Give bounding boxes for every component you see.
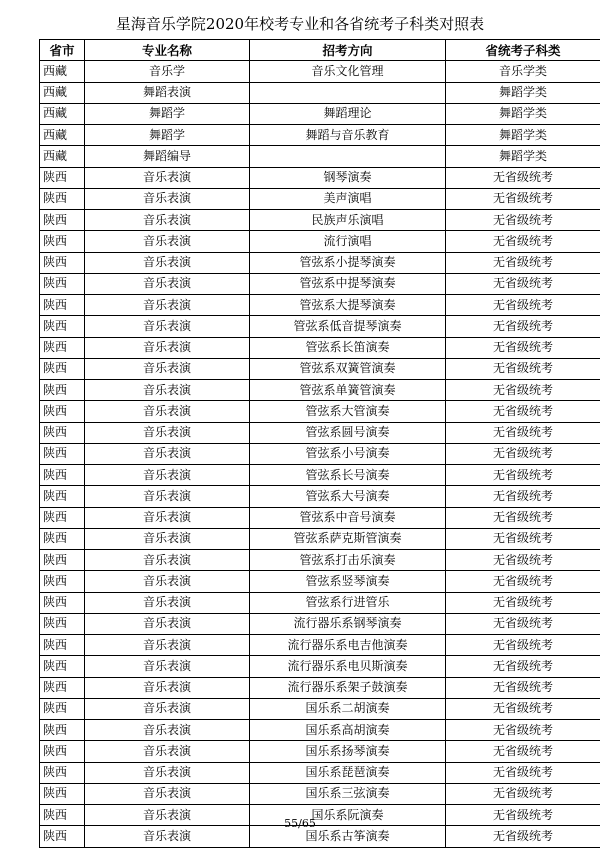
table-row bbox=[40, 316, 600, 337]
page-title: 星海音乐学院2020年校考专业和各省统考子科类对照表 bbox=[0, 14, 600, 34]
table-row bbox=[40, 231, 600, 252]
table-row bbox=[40, 422, 600, 443]
cell-direction: 管弦系中音号演奏 bbox=[250, 507, 446, 528]
cell-subcategory: 无省级统考 bbox=[446, 316, 600, 337]
cell-direction bbox=[250, 82, 446, 103]
cell-direction: 管弦系圆号演奏 bbox=[250, 422, 446, 443]
cell-province: 陕西 bbox=[40, 677, 85, 698]
cell-subcategory: 舞蹈学类 bbox=[446, 82, 600, 103]
cell-province: 陕西 bbox=[40, 188, 85, 209]
cell-major: 音乐表演 bbox=[85, 231, 250, 252]
cell-province: 陕西 bbox=[40, 422, 85, 443]
cell-province: 陕西 bbox=[40, 316, 85, 337]
cell-subcategory: 无省级统考 bbox=[446, 677, 600, 698]
table-row bbox=[40, 762, 600, 783]
cell-direction: 管弦系长号演奏 bbox=[250, 465, 446, 486]
table-row bbox=[40, 528, 600, 549]
cell-direction: 流行器乐系电吉他演奏 bbox=[250, 635, 446, 656]
cell-major: 音乐学 bbox=[85, 61, 250, 82]
cell-province: 陕西 bbox=[40, 826, 85, 847]
cell-major: 音乐表演 bbox=[85, 295, 250, 316]
header-subcategory: 省统考子科类 bbox=[446, 40, 600, 61]
cell-direction: 管弦系单簧管演奏 bbox=[250, 380, 446, 401]
cell-major: 音乐表演 bbox=[85, 443, 250, 464]
table-body bbox=[40, 61, 600, 847]
cell-subcategory: 无省级统考 bbox=[446, 465, 600, 486]
cell-province: 陕西 bbox=[40, 210, 85, 231]
cell-province: 陕西 bbox=[40, 528, 85, 549]
table-row bbox=[40, 380, 600, 401]
cell-subcategory: 无省级统考 bbox=[446, 231, 600, 252]
cell-major: 音乐表演 bbox=[85, 656, 250, 677]
cell-direction: 国乐系高胡演奏 bbox=[250, 720, 446, 741]
cell-province: 西藏 bbox=[40, 103, 85, 124]
cell-direction: 流行器乐系钢琴演奏 bbox=[250, 613, 446, 634]
cell-subcategory: 无省级统考 bbox=[446, 613, 600, 634]
cell-direction: 管弦系中提琴演奏 bbox=[250, 273, 446, 294]
cell-major: 音乐表演 bbox=[85, 358, 250, 379]
cell-province: 西藏 bbox=[40, 61, 85, 82]
cell-province: 陕西 bbox=[40, 443, 85, 464]
cell-province: 陕西 bbox=[40, 783, 85, 804]
table-row bbox=[40, 443, 600, 464]
cell-subcategory: 无省级统考 bbox=[446, 805, 600, 826]
cell-direction: 流行演唱 bbox=[250, 231, 446, 252]
table-row bbox=[40, 486, 600, 507]
page-number: 55/65 bbox=[0, 817, 600, 831]
cell-major: 音乐表演 bbox=[85, 401, 250, 422]
cell-subcategory: 无省级统考 bbox=[446, 358, 600, 379]
cell-direction: 管弦系小提琴演奏 bbox=[250, 252, 446, 273]
table-row bbox=[40, 507, 600, 528]
cell-major: 音乐表演 bbox=[85, 528, 250, 549]
table-row bbox=[40, 550, 600, 571]
cell-subcategory: 无省级统考 bbox=[446, 635, 600, 656]
table-row bbox=[40, 465, 600, 486]
cell-subcategory: 无省级统考 bbox=[446, 252, 600, 273]
cell-subcategory: 无省级统考 bbox=[446, 656, 600, 677]
cell-subcategory: 无省级统考 bbox=[446, 528, 600, 549]
cell-province: 陕西 bbox=[40, 465, 85, 486]
cell-subcategory: 舞蹈学类 bbox=[446, 103, 600, 124]
cell-subcategory: 无省级统考 bbox=[446, 783, 600, 804]
mapping-table bbox=[39, 39, 600, 848]
cell-direction: 国乐系二胡演奏 bbox=[250, 698, 446, 719]
cell-direction: 管弦系双簧管演奏 bbox=[250, 358, 446, 379]
table-header-row bbox=[40, 40, 600, 61]
cell-major: 音乐表演 bbox=[85, 210, 250, 231]
cell-major: 音乐表演 bbox=[85, 486, 250, 507]
cell-direction: 钢琴演奏 bbox=[250, 167, 446, 188]
cell-subcategory: 舞蹈学类 bbox=[446, 146, 600, 167]
table-row bbox=[40, 720, 600, 741]
table-row bbox=[40, 210, 600, 231]
cell-major: 音乐表演 bbox=[85, 720, 250, 741]
cell-direction: 国乐系古筝演奏 bbox=[250, 826, 446, 847]
cell-direction: 管弦系行进管乐 bbox=[250, 592, 446, 613]
cell-major: 音乐表演 bbox=[85, 571, 250, 592]
cell-subcategory: 音乐学类 bbox=[446, 61, 600, 82]
cell-major: 音乐表演 bbox=[85, 316, 250, 337]
table-row bbox=[40, 656, 600, 677]
cell-direction: 舞蹈与音乐教育 bbox=[250, 125, 446, 146]
cell-subcategory: 无省级统考 bbox=[446, 380, 600, 401]
cell-subcategory: 无省级统考 bbox=[446, 550, 600, 571]
cell-direction: 美声演唱 bbox=[250, 188, 446, 209]
table-row bbox=[40, 61, 600, 82]
cell-subcategory: 无省级统考 bbox=[446, 422, 600, 443]
table-row bbox=[40, 146, 600, 167]
cell-province: 陕西 bbox=[40, 741, 85, 762]
cell-province: 陕西 bbox=[40, 720, 85, 741]
table-row bbox=[40, 273, 600, 294]
cell-direction: 民族声乐演唱 bbox=[250, 210, 446, 231]
cell-major: 音乐表演 bbox=[85, 762, 250, 783]
cell-subcategory: 无省级统考 bbox=[446, 826, 600, 847]
cell-subcategory: 舞蹈学类 bbox=[446, 125, 600, 146]
cell-direction: 管弦系大管演奏 bbox=[250, 401, 446, 422]
table-row bbox=[40, 571, 600, 592]
cell-province: 陕西 bbox=[40, 592, 85, 613]
cell-province: 陕西 bbox=[40, 273, 85, 294]
cell-subcategory: 无省级统考 bbox=[446, 741, 600, 762]
table-row bbox=[40, 337, 600, 358]
table-row bbox=[40, 698, 600, 719]
cell-major: 音乐表演 bbox=[85, 273, 250, 294]
cell-major: 音乐表演 bbox=[85, 698, 250, 719]
cell-direction: 管弦系长笛演奏 bbox=[250, 337, 446, 358]
cell-major: 音乐表演 bbox=[85, 741, 250, 762]
table-row bbox=[40, 635, 600, 656]
cell-major: 舞蹈学 bbox=[85, 125, 250, 146]
cell-direction: 管弦系大号演奏 bbox=[250, 486, 446, 507]
cell-direction: 国乐系阮演奏 bbox=[250, 805, 446, 826]
cell-direction bbox=[250, 146, 446, 167]
cell-direction: 管弦系萨克斯管演奏 bbox=[250, 528, 446, 549]
table-row bbox=[40, 783, 600, 804]
cell-major: 音乐表演 bbox=[85, 783, 250, 804]
table-row bbox=[40, 613, 600, 634]
cell-major: 舞蹈编导 bbox=[85, 146, 250, 167]
header-province: 省市 bbox=[40, 40, 85, 61]
cell-subcategory: 无省级统考 bbox=[446, 443, 600, 464]
table-row bbox=[40, 188, 600, 209]
table-row bbox=[40, 125, 600, 146]
cell-province: 西藏 bbox=[40, 146, 85, 167]
cell-major: 音乐表演 bbox=[85, 805, 250, 826]
cell-subcategory: 无省级统考 bbox=[446, 698, 600, 719]
cell-major: 音乐表演 bbox=[85, 635, 250, 656]
cell-direction: 管弦系竖琴演奏 bbox=[250, 571, 446, 592]
cell-subcategory: 无省级统考 bbox=[446, 167, 600, 188]
table-row bbox=[40, 741, 600, 762]
cell-direction: 管弦系低音提琴演奏 bbox=[250, 316, 446, 337]
cell-subcategory: 无省级统考 bbox=[446, 337, 600, 358]
cell-province: 陕西 bbox=[40, 550, 85, 571]
cell-province: 陕西 bbox=[40, 380, 85, 401]
cell-province: 陕西 bbox=[40, 613, 85, 634]
cell-province: 陕西 bbox=[40, 635, 85, 656]
cell-province: 陕西 bbox=[40, 762, 85, 783]
cell-major: 音乐表演 bbox=[85, 613, 250, 634]
cell-subcategory: 无省级统考 bbox=[446, 571, 600, 592]
cell-direction: 国乐系琵琶演奏 bbox=[250, 762, 446, 783]
table-row bbox=[40, 167, 600, 188]
cell-subcategory: 无省级统考 bbox=[446, 486, 600, 507]
cell-direction: 国乐系扬琴演奏 bbox=[250, 741, 446, 762]
cell-direction: 舞蹈理论 bbox=[250, 103, 446, 124]
cell-subcategory: 无省级统考 bbox=[446, 295, 600, 316]
cell-major: 舞蹈学 bbox=[85, 103, 250, 124]
cell-province: 陕西 bbox=[40, 486, 85, 507]
table-row bbox=[40, 358, 600, 379]
cell-province: 陕西 bbox=[40, 358, 85, 379]
cell-subcategory: 无省级统考 bbox=[446, 210, 600, 231]
cell-province: 陕西 bbox=[40, 252, 85, 273]
cell-direction: 管弦系大提琴演奏 bbox=[250, 295, 446, 316]
cell-major: 音乐表演 bbox=[85, 507, 250, 528]
cell-subcategory: 无省级统考 bbox=[446, 188, 600, 209]
cell-direction: 国乐系三弦演奏 bbox=[250, 783, 446, 804]
cell-province: 陕西 bbox=[40, 507, 85, 528]
table-row bbox=[40, 252, 600, 273]
cell-province: 陕西 bbox=[40, 231, 85, 252]
cell-major: 音乐表演 bbox=[85, 550, 250, 571]
cell-subcategory: 无省级统考 bbox=[446, 592, 600, 613]
cell-subcategory: 无省级统考 bbox=[446, 401, 600, 422]
cell-major: 音乐表演 bbox=[85, 465, 250, 486]
cell-province: 西藏 bbox=[40, 125, 85, 146]
cell-direction: 管弦系打击乐演奏 bbox=[250, 550, 446, 571]
table-row bbox=[40, 592, 600, 613]
cell-province: 陕西 bbox=[40, 401, 85, 422]
cell-major: 音乐表演 bbox=[85, 826, 250, 847]
cell-direction: 管弦系小号演奏 bbox=[250, 443, 446, 464]
cell-major: 音乐表演 bbox=[85, 252, 250, 273]
cell-major: 音乐表演 bbox=[85, 592, 250, 613]
cell-province: 陕西 bbox=[40, 805, 85, 826]
cell-subcategory: 无省级统考 bbox=[446, 720, 600, 741]
cell-province: 陕西 bbox=[40, 571, 85, 592]
header-major: 专业名称 bbox=[85, 40, 250, 61]
cell-subcategory: 无省级统考 bbox=[446, 273, 600, 294]
cell-subcategory: 无省级统考 bbox=[446, 507, 600, 528]
table-row bbox=[40, 82, 600, 103]
cell-major: 音乐表演 bbox=[85, 677, 250, 698]
cell-province: 陕西 bbox=[40, 698, 85, 719]
cell-major: 音乐表演 bbox=[85, 167, 250, 188]
cell-major: 舞蹈表演 bbox=[85, 82, 250, 103]
cell-province: 陕西 bbox=[40, 167, 85, 188]
cell-direction: 流行器乐系电贝斯演奏 bbox=[250, 656, 446, 677]
table-row bbox=[40, 103, 600, 124]
cell-major: 音乐表演 bbox=[85, 337, 250, 358]
cell-province: 陕西 bbox=[40, 337, 85, 358]
table-row bbox=[40, 401, 600, 422]
cell-major: 音乐表演 bbox=[85, 188, 250, 209]
cell-major: 音乐表演 bbox=[85, 422, 250, 443]
table-row bbox=[40, 295, 600, 316]
cell-province: 西藏 bbox=[40, 82, 85, 103]
table-row bbox=[40, 677, 600, 698]
cell-province: 陕西 bbox=[40, 656, 85, 677]
cell-direction: 音乐文化管理 bbox=[250, 61, 446, 82]
cell-province: 陕西 bbox=[40, 295, 85, 316]
cell-major: 音乐表演 bbox=[85, 380, 250, 401]
header-direction: 招考方向 bbox=[250, 40, 446, 61]
cell-subcategory: 无省级统考 bbox=[446, 762, 600, 783]
cell-direction: 流行器乐系架子鼓演奏 bbox=[250, 677, 446, 698]
